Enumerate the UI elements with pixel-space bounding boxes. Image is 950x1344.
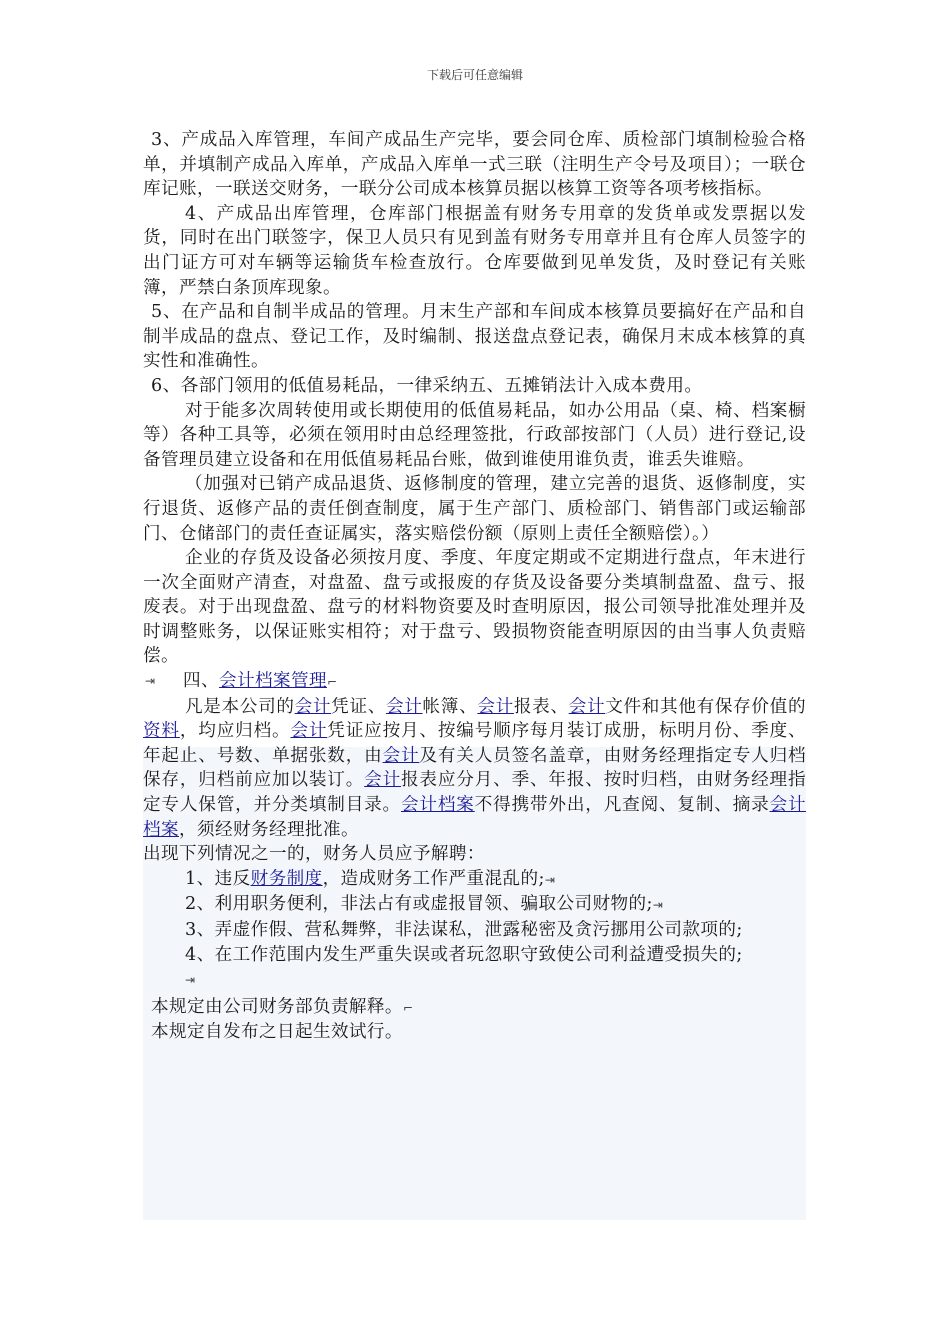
archive-text: ，须经财务经理批准。 bbox=[179, 819, 359, 840]
document-body bbox=[143, 128, 806, 1045]
dismissal-text: 4、在工作范围内发生严重失误或者玩忽职守致使公司利益遭受损失的; bbox=[185, 944, 743, 965]
closing-1 bbox=[143, 995, 806, 1021]
format-mark-icon: ⇥ bbox=[185, 973, 196, 988]
link-accounting[interactable]: 会计 bbox=[385, 696, 423, 717]
paragraph-low-value-items: 对于能多次周转使用或长期使用的低值易耗品，如办公用品（桌、椅、档案橱等）各种工具等，必须在领用时由总经理签批，行政部按部门（人员）进行登记,设备管理员建立设备和在用低值易耗品台账，做到谁使用谁负责，谁丢失谁赔。 bbox=[143, 400, 806, 470]
link-accounting[interactable]: 会计 bbox=[290, 721, 328, 742]
paragraph-4: 4、产成品出库管理，仓库部门根据盖有财务专用章的发货单或发票据以发货，同时在出门联签字，保卫人员只有见到盖有财务专用章并且有仓库人员签字的出门证方可对车辆等运输货车检查放行。仓库要做到见单发货，及时登记有关账簿，严禁白条顶库现象。 bbox=[143, 203, 806, 298]
format-mark-icon: ⇥ bbox=[652, 898, 664, 913]
archive-text: 及有关人员签名盖章，由财务经理指定专人归档保存，归档前应加以装订。 bbox=[143, 745, 806, 791]
archive-text: 凭证、 bbox=[331, 696, 386, 717]
dismissal-item-1 bbox=[143, 867, 806, 893]
section-4-heading bbox=[143, 669, 806, 695]
dismissal-item-2 bbox=[143, 892, 806, 918]
closing-2: 本规定自发布之日起生效试行。 bbox=[151, 1022, 403, 1043]
link-accounting-archive[interactable]: 会计档案 bbox=[143, 795, 807, 840]
section-break-icon: ⌐ bbox=[402, 1000, 414, 1015]
paragraph-6: 6、各部门领用的低值易耗品，一律采纳五、五摊销法计入成本费用。 bbox=[151, 375, 703, 396]
link-accounting[interactable]: 会计 bbox=[568, 696, 606, 717]
format-mark-icon: ⇥ bbox=[145, 674, 156, 689]
dismissal-text: ，造成财务工作严重混乱的; bbox=[322, 868, 545, 889]
paragraph-returns: （加强对已销产成品退货、返修制度的管理，建立完善的退货、返修制度，实行退货、返修产品的责任倒查制度，属于生产部门、质检部门、销售部门或运输部门、仓储部门的责任查证属实，落实赔偿份额（原则上责任全额赔偿）。） bbox=[143, 474, 806, 544]
archive-text: 凡是本公司的 bbox=[185, 696, 295, 717]
link-financial-system[interactable]: 财务制度 bbox=[250, 868, 323, 889]
dismissal-item-4 bbox=[143, 943, 806, 993]
dismissal-text: 1、违反 bbox=[185, 868, 251, 889]
section-4-title-link[interactable]: 会计档案管理 bbox=[219, 671, 327, 692]
archive-text: 帐簿、 bbox=[422, 696, 478, 717]
paragraph-5: 5、在产品和自制半成品的管理。月末生产部和车间成本核算员要搞好在产品和自制半成品的盘点、登记工作，及时编制、报送盘点登记表，确保月末成本核算的真实性和准确性。 bbox=[143, 302, 806, 372]
paragraph-3: 3、产成品入库管理，车间产成品生产完毕，要会同仓库、质检部门填制检验合格单，并填制产成品入库单，产成品入库单一式三联（注明生产令号及项目）；一联仓库记账，一联送交财务，一联分公司成本核算员据以核算工资等各项考核指标。 bbox=[143, 130, 806, 200]
archive-text: ，均应归档。 bbox=[179, 721, 291, 742]
archive-text: 报表应分月、季、年报、按时归档，由财务经理指定专人保管，并分类填制目录。 bbox=[143, 770, 806, 816]
link-accounting[interactable]: 会计 bbox=[294, 696, 332, 717]
link-accounting[interactable]: 会计 bbox=[477, 696, 514, 717]
dismissal-item-3: 3、弄虚作假、营私舞弊，非法谋私，泄露秘密及贪污挪用公司款项的; bbox=[185, 920, 743, 940]
link-materials[interactable]: 资料 bbox=[143, 721, 180, 742]
link-accounting[interactable]: 会计 bbox=[382, 745, 420, 766]
link-accounting[interactable]: 会计 bbox=[364, 770, 401, 791]
archive-text: 凭证应按月、按编号顺序每月装订成册，标明月份、季度、年起止、号数、单据张数，由 bbox=[143, 721, 806, 766]
paragraph-inventory: 企业的存货及设备必须按月度、季度、年度定期或不定期进行盘点，年末进行一次全面财产清查，对盘盈、盘亏或报废的存货及设备要分类填制盘盈、盘亏、报废表。对于出现盘盈、盘亏的材料物资要及时查明原因，报公司领导批准处理并及时调整账务，以保证账实相符；对于盘亏、毁损物资能查明原因的由当事人负责赔偿。 bbox=[143, 548, 806, 667]
section-break-icon: ⌐ bbox=[326, 675, 338, 690]
archive-text: 报表、 bbox=[513, 696, 569, 717]
dismissal-text: 2、利用职务便利，非法占有或虚报冒领、骗取公司财物的; bbox=[185, 894, 653, 915]
page-header: 下载后可任意编辑 bbox=[426, 68, 523, 82]
dismissal-intro: 出现下列情况之一的，财务人员应予解聘： bbox=[143, 844, 485, 865]
link-accounting-archive[interactable]: 会计档案 bbox=[401, 795, 475, 816]
archive-text: 不得携带外出，凡查阅、复制、摘录 bbox=[474, 795, 770, 816]
paragraph-archive bbox=[143, 695, 806, 843]
closing-text: 本规定由公司财务部负责解释。 bbox=[151, 996, 403, 1017]
section-4-prefix: 四、 bbox=[183, 671, 219, 692]
archive-text: 文件和其他有保存价值的 bbox=[605, 696, 806, 717]
format-mark-icon: ⇥ bbox=[544, 872, 556, 887]
